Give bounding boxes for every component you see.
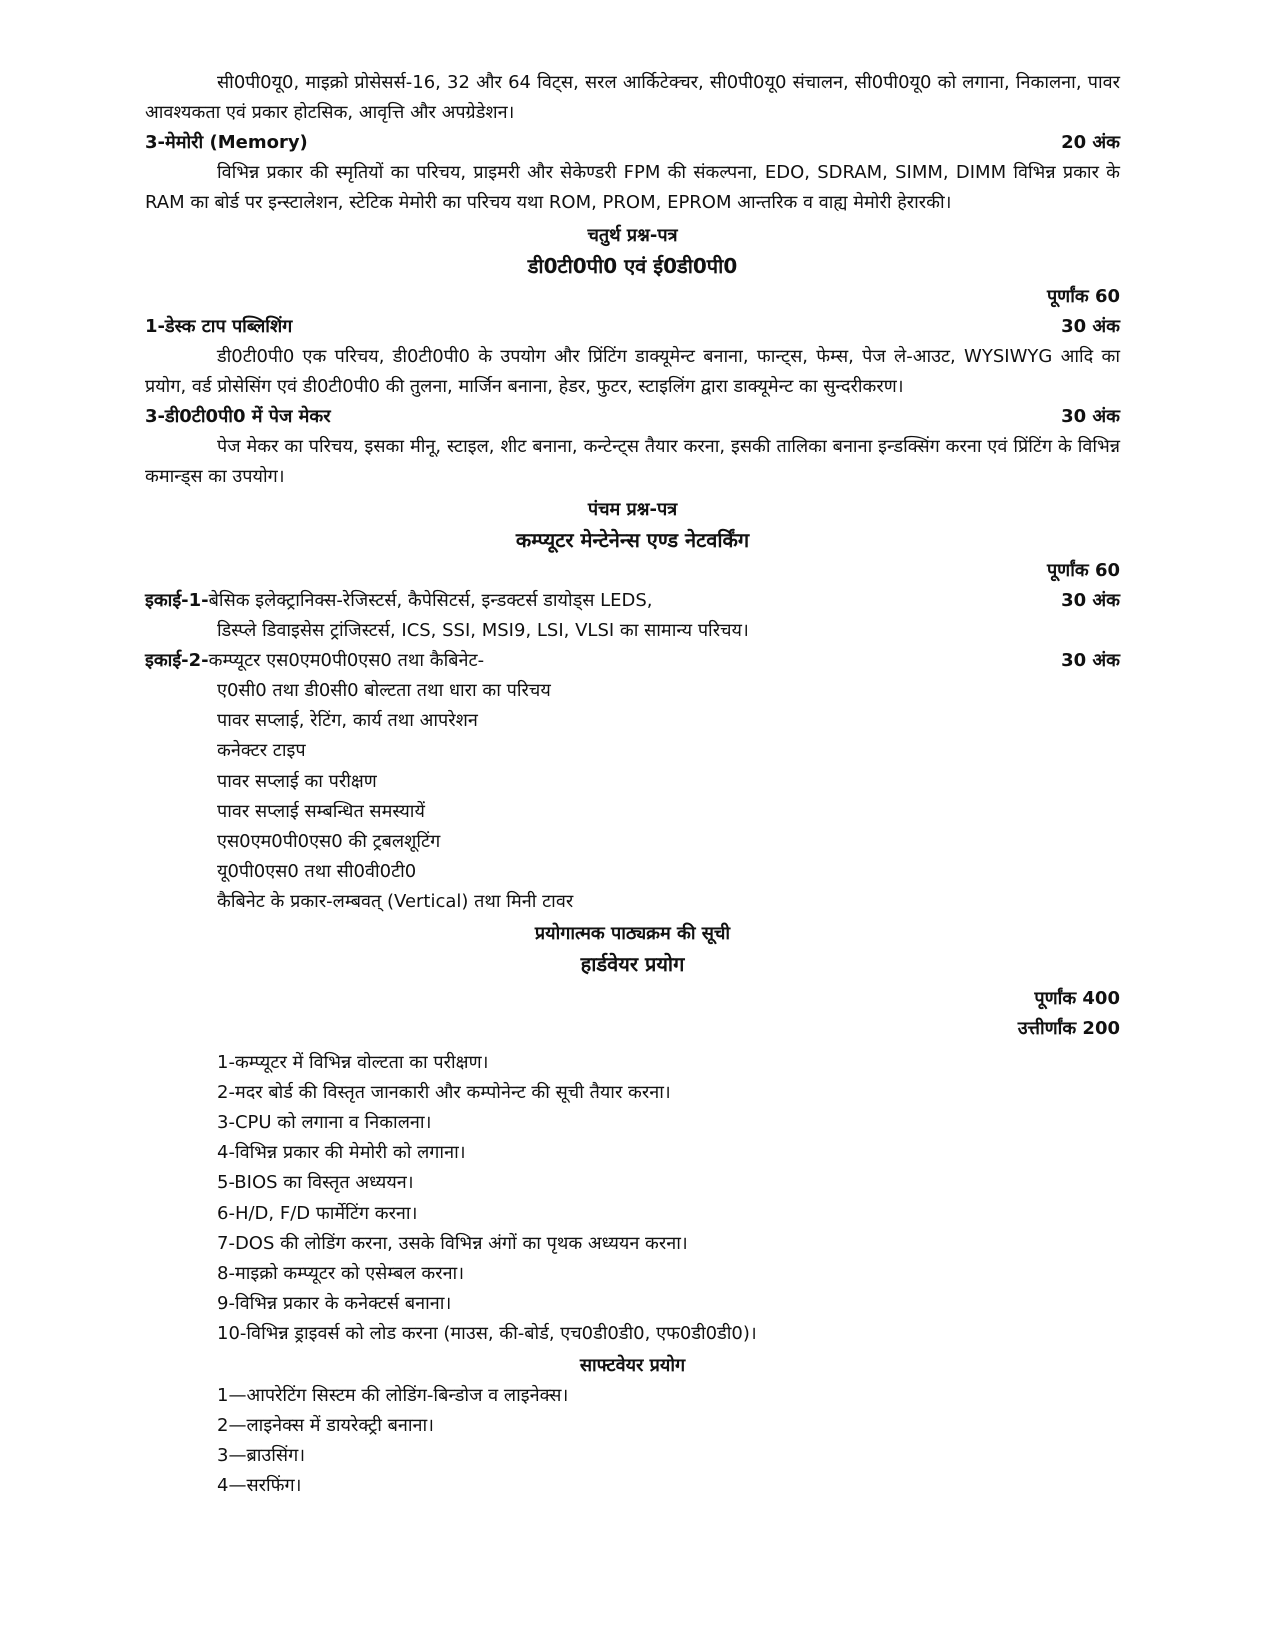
list-item: पावर सप्लाई सम्बन्धित समस्यायें (217, 800, 425, 822)
unit2-row (145, 646, 1120, 676)
memory-paragraph: विभिन्न प्रकार की स्मृतियों का परिचय, प्राइमरी और सेकेण्डरी FPM की संकल्पना, EDO, SDRAM, SIMM, DIMM विभिन्न प्रकार के RAM का बोर्ड पर इन्स्टालेशन, स्टेटिक मेमोरी का परिचय यथा ROM, PROM, EPROM आन्तरिक व वाह्य मेमोरी हेरारकी। (145, 162, 1120, 213)
software-title: साफ्टवेयर प्रयोग (579, 1354, 686, 1376)
paper4-total-marks: पूर्णांक 60 (1046, 286, 1120, 307)
unit2-topic-list (145, 676, 1120, 918)
unit1-label: इकाई-1- (145, 590, 209, 611)
unit2-heading (145, 646, 484, 676)
dtp-heading-row (145, 312, 1120, 342)
list-item: 10-विभिन्न ड्राइवर्स को लोड करना (माउस, की-बोर्ड, एच0डी0डी0, एफ0डी0डी0)। (217, 1323, 757, 1345)
paper4-subtitle: डी0टी0पी0 एवं ई0डी0पी0 (527, 254, 738, 278)
unit1-row (145, 586, 1120, 616)
unit2-text: कम्प्यूटर एस0एम0पी0एस0 तथा कैबिनेट- (208, 650, 485, 671)
list-item: 4-विभिन्न प्रकार की मेमोरी को लगाना। (217, 1142, 466, 1164)
software-practical-list (145, 1381, 1120, 1502)
list-item: एस0एम0पी0एस0 की ट्रबलशूटिंग (217, 831, 441, 853)
memory-marks: 20 अंक (1061, 132, 1120, 153)
cpu-continuation-paragraph: सी0पी0यू0, माइक्रो प्रोसेसर्स-16, 32 और 64 विट्स, सरल आर्किटेक्चर, सी0पी0यू0 संचालन, सी0पी0यू0 को लगाना, निकालना, पावर आवश्यकता एवं प्रकार होटसिक, आवृत्ति और अपग्रेडेशन। (145, 72, 1120, 123)
memory-heading-row (145, 128, 1120, 158)
unit1-marks: 30 अंक (1061, 590, 1120, 611)
pagemaker-heading-row (145, 402, 1120, 432)
unit1-text: बेसिक इलेक्ट्रानिक्स-रेजिस्टर्स, कैपेसिटर्स, इन्डक्टर्स डायोड्स LEDS, (208, 590, 653, 611)
hardware-total-marks: पूर्णांक 400 (1034, 987, 1120, 1009)
hardware-title: हार्डवेयर प्रयोग (580, 951, 685, 976)
list-item: पावर सप्लाई का परीक्षण (217, 770, 377, 792)
list-item: 1-कम्प्यूटर में विभिन्न वोल्टता का परीक्षण। (217, 1051, 489, 1073)
unit2-marks: 30 अंक (1061, 650, 1120, 671)
list-item: 6-H/D, F/D फार्मेटिंग करना। (217, 1202, 418, 1224)
list-item: 1—आपरेटिंग सिस्टम की लोडिंग-बिन्डोज व लाइनेक्स। (217, 1384, 569, 1406)
memory-heading: 3-मेमोरी (Memory) (145, 132, 308, 153)
syllabus-page (145, 68, 1120, 1501)
list-item: 3—ब्राउसिंग। (217, 1445, 306, 1467)
list-item: कनेक्टर टाइप (217, 740, 306, 762)
dtp-heading: 1-डेस्क टाप पब्लिशिंग (145, 316, 293, 337)
paper5-subtitle: कम्प्यूटर मेन्टेनेन्स एण्ड नेटवर्किंग (515, 528, 750, 552)
paper5-title: पंचम प्रश्न-पत्र (587, 499, 678, 520)
pagemaker-marks: 30 अंक (1061, 406, 1120, 427)
practical-title: प्रयोगात्मक पाठ्यक्रम की सूची (534, 922, 731, 944)
list-item: 9-विभिन्न प्रकार के कनेक्टर्स बनाना। (217, 1293, 452, 1315)
dtp-marks: 30 अंक (1061, 316, 1120, 337)
list-item: पावर सप्लाई, रेटिंग, कार्य तथा आपरेशन (217, 710, 478, 732)
list-item: कैबिनेट के प्रकार-लम्बवत् (Vertical) तथा मिनी टावर (217, 891, 574, 913)
list-item: 3-CPU को लगाना व निकालना। (217, 1112, 432, 1134)
list-item: 2—लाइनेक्स में डायरेक्ट्री बनाना। (217, 1414, 434, 1436)
unit1-text-continued: डिस्प्ले डिवाइसेस ट्रांजिस्टर्स, ICS, SSI, MSI9, LSI, VLSI का सामान्य परिचय। (217, 620, 749, 641)
hardware-pass-marks: उत्तीर्णांक 200 (1017, 1017, 1120, 1039)
paper5-total-marks: पूर्णांक 60 (1046, 560, 1120, 581)
list-item: 5-BIOS का विस्तृत अध्ययन। (217, 1172, 414, 1194)
list-item: 4—सरफिंग। (217, 1475, 302, 1497)
pagemaker-paragraph: पेज मेकर का परिचय, इसका मीनू, स्टाइल, शीट बनाना, कन्टेन्ट्स तैयार करना, इसकी तालिका बनाना इन्डक्सिंग करना एवं प्रिंटिंग के विभिन्न कमान्ड्स का उपयोग। (145, 436, 1120, 487)
list-item: 7-DOS की लोडिंग करना, उसके विभिन्न अंगों का पृथक अध्ययन करना। (217, 1232, 688, 1254)
unit2-label: इकाई-2- (145, 650, 209, 671)
hardware-practical-list (145, 1048, 1120, 1350)
pagemaker-heading: 3-डी0टी0पी0 में पेज मेकर (145, 406, 331, 427)
dtp-paragraph: डी0टी0पी0 एक परिचय, डी0टी0पी0 के उपयोग और प्रिंटिंग डाक्यूमेन्ट बनाना, फान्ट्स, फेम्स, पेज ले-आउट, WYSIWYG आदि का प्रयोग, वर्ड प्रोसेसिंग एवं डी0टी0पी0 की तुलना, मार्जिन बनाना, हेडर, फुटर, स्टाइलिंग द्वारा डाक्यूमेन्ट का सुन्दरीकरण। (145, 346, 1120, 397)
unit1-heading (145, 586, 653, 616)
list-item: 2-मदर बोर्ड की विस्तृत जानकारी और कम्पोनेन्ट की सूची तैयार करना। (217, 1081, 671, 1103)
paper4-title: चतुर्थ प्रश्न-पत्र (587, 225, 678, 246)
list-item: यू0पी0एस0 तथा सी0वी0टी0 (217, 861, 417, 883)
list-item: 8-माइक्रो कम्प्यूटर को एसेम्बल करना। (217, 1263, 465, 1285)
list-item: ए0सी0 तथा डी0सी0 बोल्टता तथा धारा का परिचय (217, 680, 551, 701)
